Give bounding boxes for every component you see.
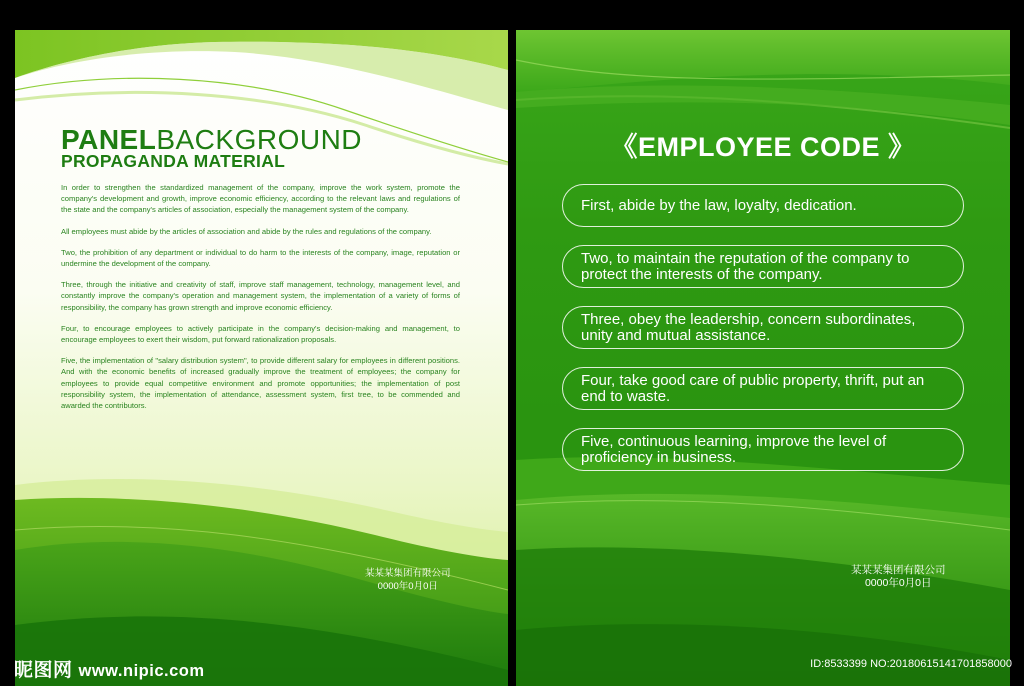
image-id-watermark: ID:8533399 NO:20180615141701858000 [810, 658, 1012, 670]
code-rule-3: Three, obey the leadership, concern subordinates, unity and mutual assistance. [562, 306, 964, 349]
site-logo-text: 昵图网 [14, 660, 73, 681]
right-footer [851, 564, 946, 590]
paragraph: All employees must abide by the articles of association and abide by the rules and regulations of the company. [61, 226, 432, 236]
paragraph: Three, through the initiative and creativity of staff, improve staff management, technology, management level, and constantly improve the company's operation and management system, the implementation of a variety of forms of responsibility, the company has grown strength and improve economic efficiency. [61, 280, 460, 312]
right-panel [516, 30, 1010, 686]
date-text: 0000年0月0日 [864, 577, 932, 589]
code-rule-4: Four, take good care of public property, thrift, put an end to waste. [562, 367, 964, 410]
left-panel [15, 30, 508, 686]
code-rule-1: First, abide by the law, loyalty, dedication. [562, 184, 964, 227]
company-name: 某某某集团有限公司 [851, 564, 946, 576]
site-url: www.nipic.com [78, 662, 205, 680]
company-name: 某某某集团有限公司 [365, 568, 451, 579]
employee-code-title: 《EMPLOYEE CODE 》 [610, 132, 916, 162]
title-light: BACKGROUND [156, 124, 363, 155]
site-watermark [14, 655, 205, 682]
body-text [61, 182, 460, 421]
date-text: 0000年0月0日 [377, 581, 438, 592]
code-rule-2: Two, to maintain the reputation of the company to protect the interests of the company. [562, 245, 964, 288]
paragraph: Two, the prohibition of any department or individual to do harm to the interests of the company, image, reputation or undermine the development of the company. [61, 247, 460, 269]
title-bold: PANEL [61, 124, 157, 155]
code-rule-5: Five, continuous learning, improve the level of proficiency in business. [562, 428, 964, 471]
paragraph: Four, to encourage employees to actively participate in the company's decision-making and management, to encourage employees to exert their wisdom, put forward rationalization proposals. [61, 323, 460, 345]
paragraph: In order to strengthen the standardized management of the company, improve the work system, promote the company's development and growth, improve economic efficiency, according to the relevant laws and regulations of the state and the company's articles of association, especially the management system of the company. [61, 183, 460, 215]
left-footer [365, 567, 451, 593]
paragraph: Five, the implementation of "salary distribution system", to provide different salary for employees in different positions. And with the economic benefits of increased gradually improve the treatment of employees; the company for employees to provide equal competitive environment and promote opportunities; the implementation of post responsibility system, the implementation of attendance, assessment system, first tree, to be commended and awarded the contributors. [61, 356, 460, 411]
panel-subtitle: PROPAGANDA MATERIAL [61, 151, 286, 171]
